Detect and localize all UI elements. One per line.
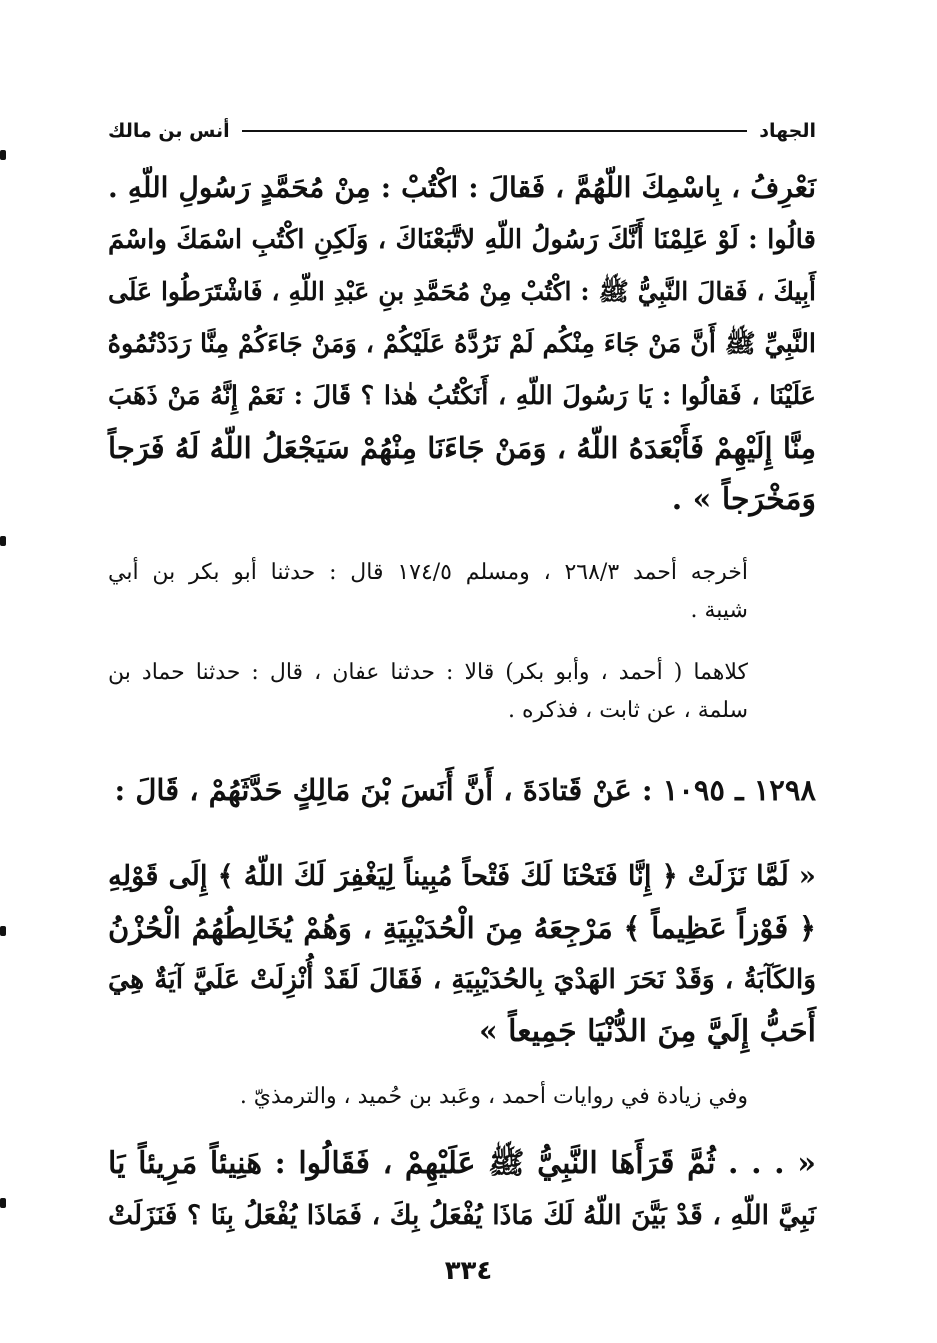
scan-margin-mark <box>0 150 6 160</box>
hadith-text <box>108 850 816 1058</box>
note-line: سلمة ، عن ثابت ، فذكره . <box>507 698 748 723</box>
hadith-variant-text <box>108 1138 816 1242</box>
variant-note <box>108 1078 748 1116</box>
page-number: ٣٣٤ <box>444 1256 493 1286</box>
note-line: وفي زيادة في روايات أحمد ، وعَبد بن حُميد ، والترمذيّ . <box>239 1084 748 1109</box>
hadith-number-and-isnad: ١٢٩٨ ـ ١٠٩٥ : عَنْ قَتادَةَ ، أَنَّ أَنَسَ بْنَ مَالِكٍ حَدَّثَهُمْ ، قَالَ : <box>114 773 816 807</box>
hadith-text-continued <box>108 162 816 526</box>
scan-margin-mark <box>0 536 6 546</box>
section-title: الجهاد <box>759 120 816 142</box>
text-line: أَحَبُّ إِلَيَّ مِنَ الدُّنْيَا جَمِيعاً » <box>478 1014 816 1049</box>
running-header <box>108 118 816 144</box>
text-line: ﴿ فَوْزاً عَظِيماً ﴾ مَرْجِعَهُ مِنَ الْحُدَيْبِيَةِ ، وَهُمْ يُخَالِطُهُمُ الْحُزْنُ <box>108 911 816 945</box>
text-line: « لَمَّا نَزَلَتْ ﴿ إِنَّا فَتَحْنَا لَكَ فَتْحاً مُبِيناً لِيَغْفِرَ لَكَ اللّهُ ﴾ إِلَى قَوْلِهِ <box>108 860 816 892</box>
hadith-heading <box>108 764 816 816</box>
text-line: النَّبِيِّ ﷺ أَنَّ مَنْ جَاءَ مِنْكُم لَمْ نَرُدَّهُ عَلَيْكُمْ ، وَمَنْ جَاءَكُمْ مِنَّا رَدَدْتُمُوهُ <box>107 329 816 359</box>
text-line: قالُوا : لَوْ عَلِمْنَا أَنَّكَ رَسُولُ اللّهِ لاتَّبَعْنَاكَ ، وَلَكِنِ اكْتُبِ اسْمَكَ واسْمَ <box>108 225 816 255</box>
takhrij-note-1 <box>108 554 748 630</box>
text-line: وَالكَآبَةُ ، وَقَدْ نَحَرَ الهَدْيَ بِالحُدَيْبِيَةِ ، فَقَالَ لَقَدْ أُنْزِلَتْ عَلَيَّ آيَةٌ هِيَ <box>108 964 816 995</box>
text-line: « . . . ثُمَّ قَرَأَهَا النَّبِيُّ ﷺ عَلَيْهِمْ ، فَقَالُوا : هَنِيئاً مَرِيئاً يَا <box>108 1146 816 1181</box>
note-line: شيبة . <box>690 598 748 623</box>
header-rule <box>242 130 748 132</box>
text-line: وَمَخْرَجاً » . <box>671 482 816 517</box>
takhrij-note-2 <box>108 654 748 730</box>
scan-margin-mark <box>0 1198 6 1208</box>
note-line: أخرجه أحمد ٢٦٨/٣ ، ومسلم ١٧٤/٥ قال : حدثنا أبو بكر بن أبي <box>108 560 748 585</box>
text-line: نَعْرِفُ ، بِاسْمِكَ اللّهُمَّ ، فَقالَ : اكْتُبْ : مِنْ مُحَمَّدٍ رَسُولِ اللّهِ . <box>108 171 816 204</box>
text-line: مِنَّا إِلَيْهِمْ فَأَبْعَدَهُ اللّهُ ، وَمَنْ جَاءَنَا مِنْهُمْ سَيَجْعَلُ اللّهُ لَهُ فَرَجاً <box>108 431 816 465</box>
note-line: كلاهما ( أحمد ، وأبو بكر) قالا : حدثنا عفان ، قال : حدثنا حماد بن <box>108 660 748 685</box>
text-line: عَلَيْنَا ، فَقالُوا : يَا رَسُولَ اللّهِ ، أَنَكْتُبُ هٰذا ؟ قَالَ : نَعَمْ إِنَّهُ مَنْ ذَهَبَ <box>108 381 816 411</box>
chapter-title: أنس بن مالك <box>108 120 230 142</box>
text-line: نَبِيَّ اللّهِ ، قَدْ بَيَّنَ اللّهُ لَكَ مَاذَا يُفْعَلُ بِكَ ، فَمَاذَا يُفْعَلُ بِنَا ؟ فَنَزَلَتْ <box>108 1200 816 1231</box>
scan-margin-mark <box>0 926 6 936</box>
text-line: أَبِيكَ ، فَقالَ النَّبِيُّ ﷺ : اكْتُبْ مِنْ مُحَمَّدِ بنِ عَبْدِ اللّهِ ، فَاشْتَرَطُوا عَلَى <box>108 277 816 306</box>
